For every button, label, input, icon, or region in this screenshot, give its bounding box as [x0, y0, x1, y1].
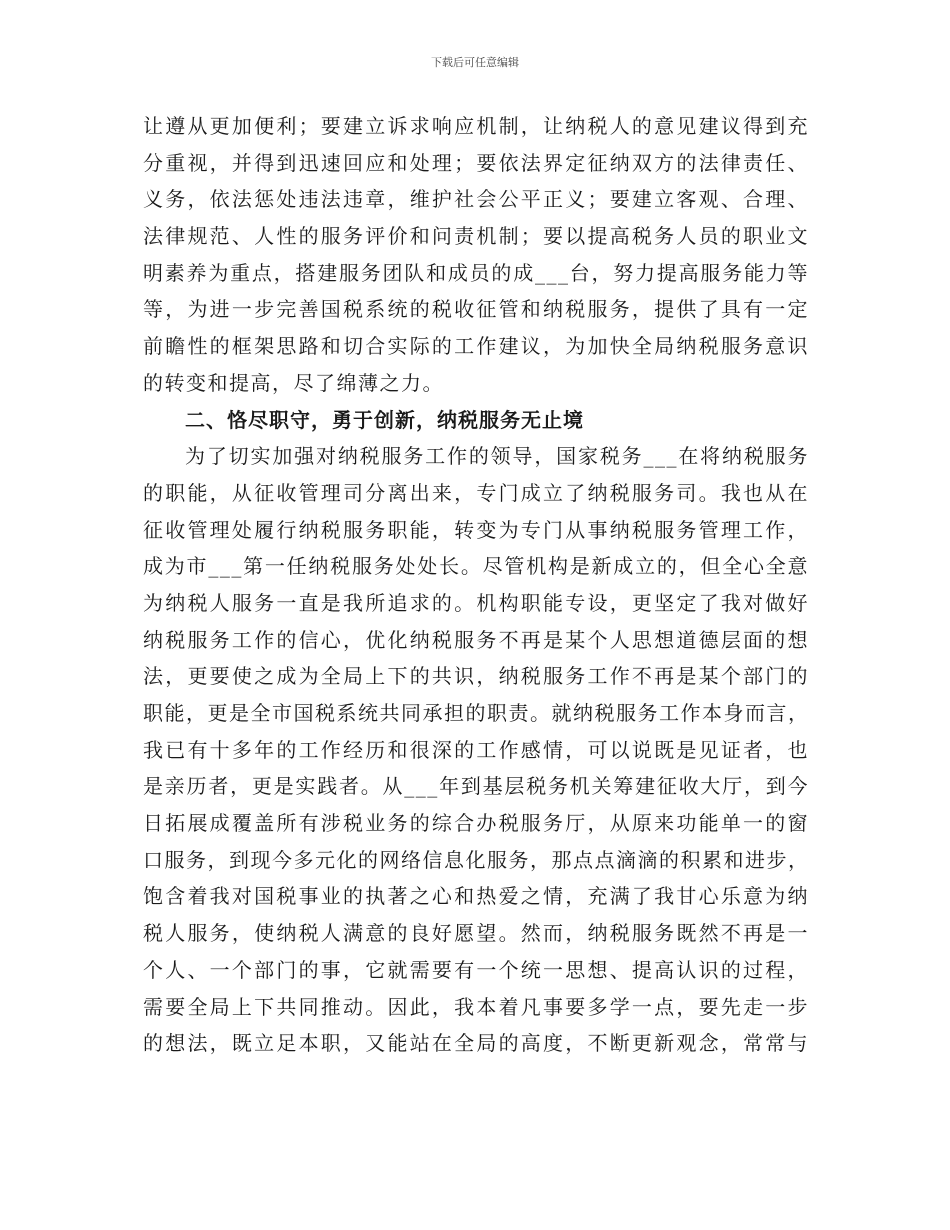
- text-line: 纳税服务工作的信心，优化纳税服务不再是某个人思想道德层面的想: [143, 627, 809, 652]
- text-line: 税人服务，使纳税人满意的良好愿望。然而，纳税服务既然不再是一: [143, 921, 809, 946]
- text-line: 法律规范、人性的服务评价和问责机制；要以提高税务人员的职业文: [143, 224, 809, 249]
- text-line: 让遵从更加便利；要建立诉求响应机制，让纳税人的意见建议得到充: [143, 114, 809, 138]
- body-text: [143, 108, 809, 1062]
- text-line: 法，更要使之成为全局上下的共识，纳税服务工作不再是某个部门的: [143, 664, 809, 689]
- text-line: 义务，依法惩处违法违章，维护社会公平正义；要建立客观、合理、: [143, 187, 809, 212]
- text-line: 成为市___第一任纳税服务处处长。尽管机构是新成立的，但全心全意: [143, 554, 809, 579]
- text-line: 为了切实加强对纳税服务工作的领导，国家税务___在将纳税服务: [185, 444, 809, 469]
- text-line: 需要全局上下共同推动。因此，我本着凡事要多学一点，要先走一步: [143, 994, 809, 1019]
- text-line: 我已有十多年的工作经历和很深的工作感情，可以说既是见证者，也: [143, 737, 809, 762]
- section-heading: 二、恪尽职守，勇于创新，纳税服务无止境: [185, 407, 584, 432]
- text-line: 是亲历者，更是实践者。从___年到基层税务机关筹建征收大厅，到今: [143, 774, 809, 799]
- text-line: 等，为进一步完善国税系统的税收征管和纳税服务，提供了具有一定: [143, 297, 809, 322]
- text-line: 日拓展成覆盖所有涉税业务的综合办税服务厅，从原来功能单一的窗: [143, 811, 809, 836]
- text-line: 职能，更是全市国税系统共同承担的职责。就纳税服务工作本身而言，: [143, 701, 810, 725]
- text-line: 为纳税人服务一直是我所追求的。机构职能专设，更坚定了我对做好: [143, 590, 809, 615]
- text-line: 前瞻性的框架思路和切合实际的工作建议，为加快全局纳税服务意识: [143, 334, 809, 359]
- text-line: 分重视，并得到迅速回应和处理；要依法界定征纳双方的法律责任、: [143, 150, 809, 175]
- text-line: 个人、一个部门的事，它就需要有一个统一思想、提高认识的过程，: [143, 957, 809, 982]
- header-note: 下载后可任意编辑: [431, 56, 519, 69]
- text-line: 口服务，到现今多元化的网络信息化服务，那点点滴滴的积累和进步，: [143, 847, 810, 872]
- text-line: 饱含着我对国税事业的执著之心和热爱之情，充满了我甘心乐意为纳: [143, 884, 809, 909]
- text-line: 的想法，既立足本职，又能站在全局的高度，不断更新观念，常常与: [143, 1031, 809, 1056]
- text-line: 的转变和提高，尽了绵薄之力。: [143, 370, 444, 395]
- text-line: 明素养为重点，搭建服务团队和成员的成___台，努力提高服务能力等: [143, 260, 809, 285]
- text-line: 征收管理处履行纳税服务职能，转变为专门从事纳税服务管理工作，: [143, 517, 809, 542]
- text-line: 的职能，从征收管理司分离出来，专门成立了纳税服务司。我也从在: [143, 480, 809, 505]
